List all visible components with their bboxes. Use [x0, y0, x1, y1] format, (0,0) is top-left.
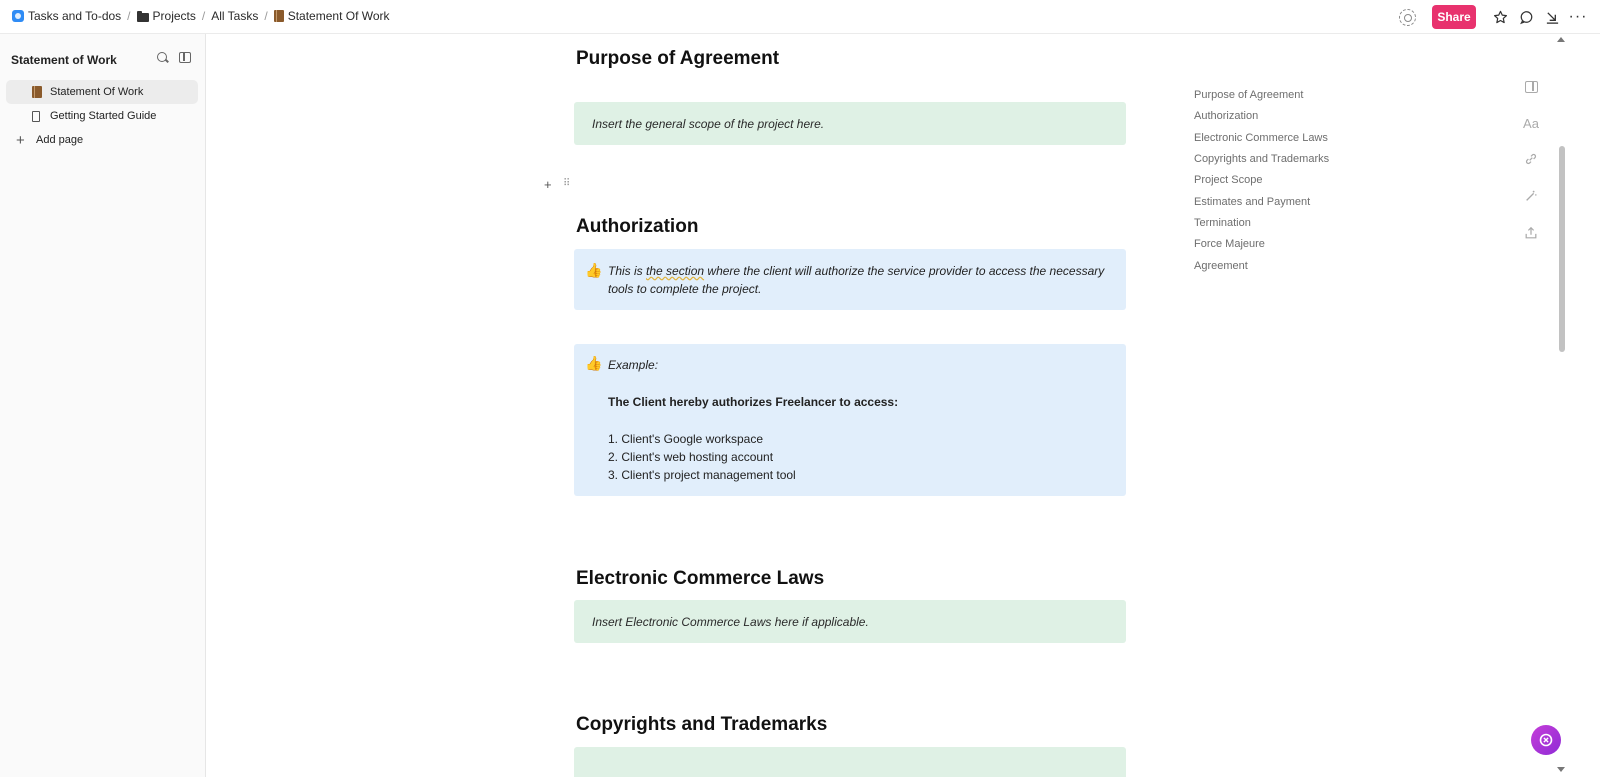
font-icon[interactable]: Aa [1523, 115, 1539, 131]
document-icon [32, 111, 40, 122]
thumbs-up-icon: 👍 [585, 262, 603, 278]
breadcrumb-label: Tasks and To-dos [28, 9, 122, 23]
toc-item[interactable]: Project Scope [1194, 174, 1263, 186]
app-icon [12, 10, 24, 22]
breadcrumb-label: All Tasks [211, 9, 259, 23]
export-icon[interactable] [1544, 9, 1560, 25]
callout-text-line2: tools to complete the project. [608, 282, 762, 296]
breadcrumb-item-statement[interactable] [274, 9, 390, 23]
sidebar-title: Statement of Work [11, 53, 117, 67]
book-icon [274, 10, 284, 22]
document-area [206, 34, 1600, 777]
toc-item[interactable]: Authorization [1194, 110, 1259, 122]
scroll-down-arrow-icon[interactable] [1557, 767, 1565, 772]
section-heading-purpose[interactable]: Purpose of Agreement [576, 48, 780, 69]
folder-icon [137, 13, 149, 22]
breadcrumb-separator: / [201, 9, 206, 23]
callout-ecommerce[interactable] [574, 600, 1126, 643]
callout-purpose[interactable] [574, 102, 1126, 145]
sidebar-item-getting-started[interactable] [6, 104, 198, 128]
callout-text-underlined: the section [646, 264, 705, 278]
callout-text-prefix: This is [608, 264, 647, 278]
ai-assistant-button[interactable] [1531, 725, 1561, 755]
breadcrumb-item-all-tasks[interactable] [211, 9, 258, 23]
scroll-up-arrow-icon[interactable] [1557, 37, 1565, 42]
toc-item[interactable]: Agreement [1194, 260, 1248, 272]
breadcrumb-label: Statement Of Work [287, 9, 390, 23]
ai-icon[interactable] [1399, 9, 1416, 26]
link-icon[interactable] [1523, 151, 1539, 167]
plus-icon: + [16, 131, 25, 149]
example-lead: The Client hereby authorizes Freelancer to access: [608, 395, 899, 409]
scrollbar-thumb[interactable] [1559, 146, 1565, 352]
search-icon[interactable] [157, 52, 169, 64]
callout-authorization[interactable] [574, 249, 1126, 310]
top-actions [1399, 0, 1600, 34]
toc-item[interactable]: Termination [1194, 217, 1251, 229]
toc-item[interactable]: Force Majeure [1194, 238, 1265, 250]
toc-item[interactable]: Estimates and Payment [1194, 196, 1311, 208]
callout-copyrights[interactable] [574, 747, 1126, 777]
more-icon[interactable]: ··· [1568, 8, 1588, 25]
callout-text-rest: where the client will authorize the service provider to access the necessary [704, 264, 1105, 278]
star-icon[interactable] [1492, 9, 1508, 25]
callout-example[interactable] [574, 344, 1126, 496]
example-list-item: 1. Client's Google workspace [608, 432, 764, 446]
example-list-item: 3. Client's project management tool [608, 468, 796, 482]
collapse-sidebar-icon[interactable] [179, 52, 191, 63]
example-label: Example: [608, 358, 659, 372]
sidebar-tools [157, 52, 191, 64]
magic-wand-icon[interactable] [1523, 188, 1539, 204]
breadcrumb-item-tasks[interactable] [12, 9, 121, 23]
add-page-button[interactable] [6, 128, 198, 152]
callout-text: Insert Electronic Commerce Laws here if applicable. [592, 615, 869, 629]
toc-item[interactable]: Copyrights and Trademarks [1194, 153, 1330, 165]
breadcrumb-separator: / [127, 9, 131, 23]
comment-icon[interactable] [1518, 9, 1534, 25]
add-page-label: Add page [36, 134, 84, 146]
section-heading-copyrights[interactable]: Copyrights and Trademarks [576, 714, 828, 735]
sidebar [0, 34, 206, 777]
toc-item[interactable]: Purpose of Agreement [1194, 89, 1304, 101]
sidebar-item-label: Getting Started Guide [50, 110, 157, 122]
thumbs-up-icon: 👍 [585, 355, 603, 371]
drag-handle-icon[interactable]: ⠿ [563, 178, 570, 189]
section-heading-ecommerce[interactable]: Electronic Commerce Laws [576, 568, 825, 589]
book-icon [32, 86, 42, 98]
example-list-item: 2. Client's web hosting account [608, 450, 774, 464]
section-heading-authorization[interactable]: Authorization [576, 216, 699, 237]
sidebar-item-label: Statement Of Work [50, 86, 144, 98]
breadcrumb [12, 9, 390, 23]
breadcrumb-item-projects[interactable] [137, 9, 196, 23]
add-block-icon[interactable]: + [544, 177, 552, 192]
breadcrumb-separator: / [264, 9, 268, 23]
sidebar-item-statement-of-work[interactable] [6, 80, 198, 104]
callout-text-line1 [608, 264, 1104, 278]
top-bar [0, 0, 1600, 34]
share-button[interactable]: Share [1432, 5, 1476, 29]
toc-icon[interactable] [1523, 79, 1539, 95]
breadcrumb-label: Projects [152, 9, 196, 23]
callout-text: Insert the general scope of the project here. [592, 117, 825, 131]
upload-icon[interactable] [1523, 225, 1539, 241]
toc-item[interactable]: Electronic Commerce Laws [1194, 132, 1328, 144]
